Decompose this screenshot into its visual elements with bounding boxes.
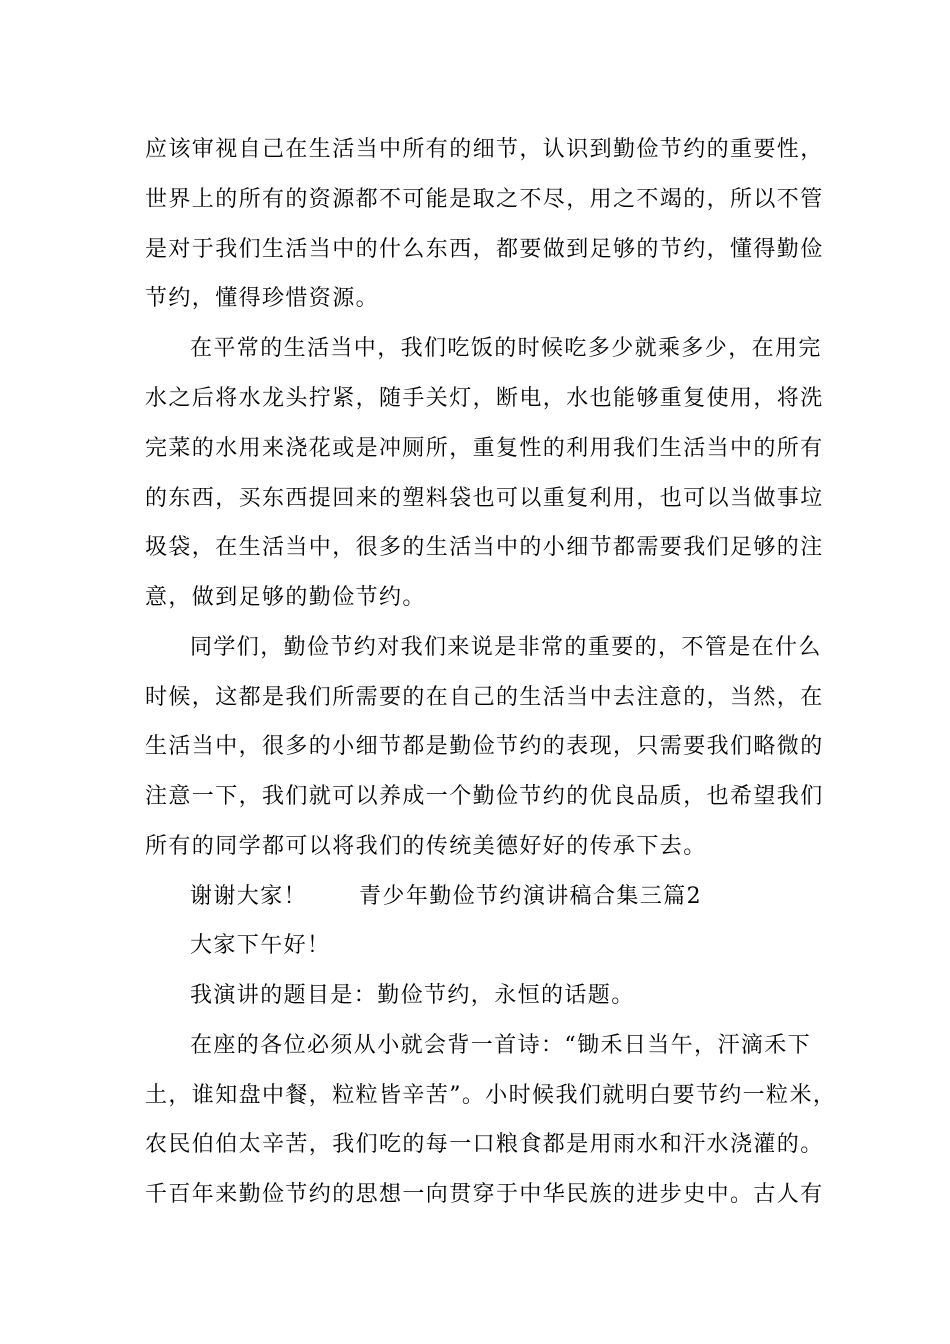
- paragraph-1-line-4: 节约，懂得珍惜资源。: [145, 286, 380, 311]
- paragraph-1-line-3: 是对于我们生活当中的什么东西，都要做到足够的节约，懂得勤俭: [145, 237, 824, 262]
- paragraph-3-line-5: 所有的同学都可以将我们的传统美德好好的传承下去。: [145, 834, 707, 859]
- paragraph-2-line-1: 在平常的生活当中，我们吃饭的时候吃多少就乘多少，在用完: [190, 336, 822, 361]
- paragraph-4-line-2: 土，谁知盘中餐，粒粒皆辛苦”。小时候我们就明白要节约一粒米，: [145, 1083, 837, 1108]
- speech-topic: 我演讲的题目是：勤俭节约，永恒的话题。: [190, 983, 635, 1008]
- paragraph-3-line-4: 注意一下，我们就可以养成一个勤俭节约的优良品质，也希望我们: [145, 784, 824, 809]
- closing-and-title-line: [190, 882, 870, 912]
- paragraph-2-line-2: 水之后将水龙头拧紧，随手关灯，断电，水也能够重复使用，将洗: [145, 386, 824, 411]
- paragraph-1-line-1: 应该审视自己在生活当中所有的细节，认识到勤俭节约的重要性，: [145, 137, 824, 162]
- paragraph-4-line-1: 在座的各位必须从小就会背一首诗：“锄禾日当午，汗滴禾下: [190, 1033, 812, 1058]
- paragraph-2-line-6: 意，做到足够的勤俭节约。: [145, 585, 426, 610]
- paragraph-3-line-1: 同学们，勤俭节约对我们来说是非常的重要的，不管是在什么: [190, 635, 822, 660]
- paragraph-2-line-4: 的东西，买东西提回来的塑料袋也可以重复利用，也可以当做事垃: [145, 486, 824, 511]
- paragraph-1-line-2: 世界上的所有的资源都不可能是取之不尽，用之不竭的，所以不管: [145, 187, 824, 212]
- paragraph-3-line-3: 生活当中，很多的小细节都是勤俭节约的表现，只需要我们略微的: [145, 734, 824, 759]
- paragraph-2-line-5: 圾袋，在生活当中，很多的生活当中的小细节都需要我们足够的注: [145, 535, 824, 560]
- paragraph-4-line-3: 农民伯伯太辛苦，我们吃的每一口粮食都是用雨水和汗水浇灌的。: [145, 1132, 824, 1157]
- paragraph-3-line-2: 时候，这都是我们所需要的在自己的生活当中去注意的，当然，在: [145, 685, 824, 710]
- closing-text: 谢谢大家！: [190, 884, 308, 909]
- greeting: 大家下午好！: [190, 933, 331, 958]
- paragraph-2-line-3: 完菜的水用来浇花或是冲厕所，重复性的利用我们生活当中的所有: [145, 436, 824, 461]
- section-title: 青少年勤俭节约演讲稿合集三篇2: [359, 884, 703, 909]
- paragraph-4-line-4: 千百年来勤俭节约的思想一向贯穿于中华民族的进步史中。古人有: [145, 1182, 824, 1207]
